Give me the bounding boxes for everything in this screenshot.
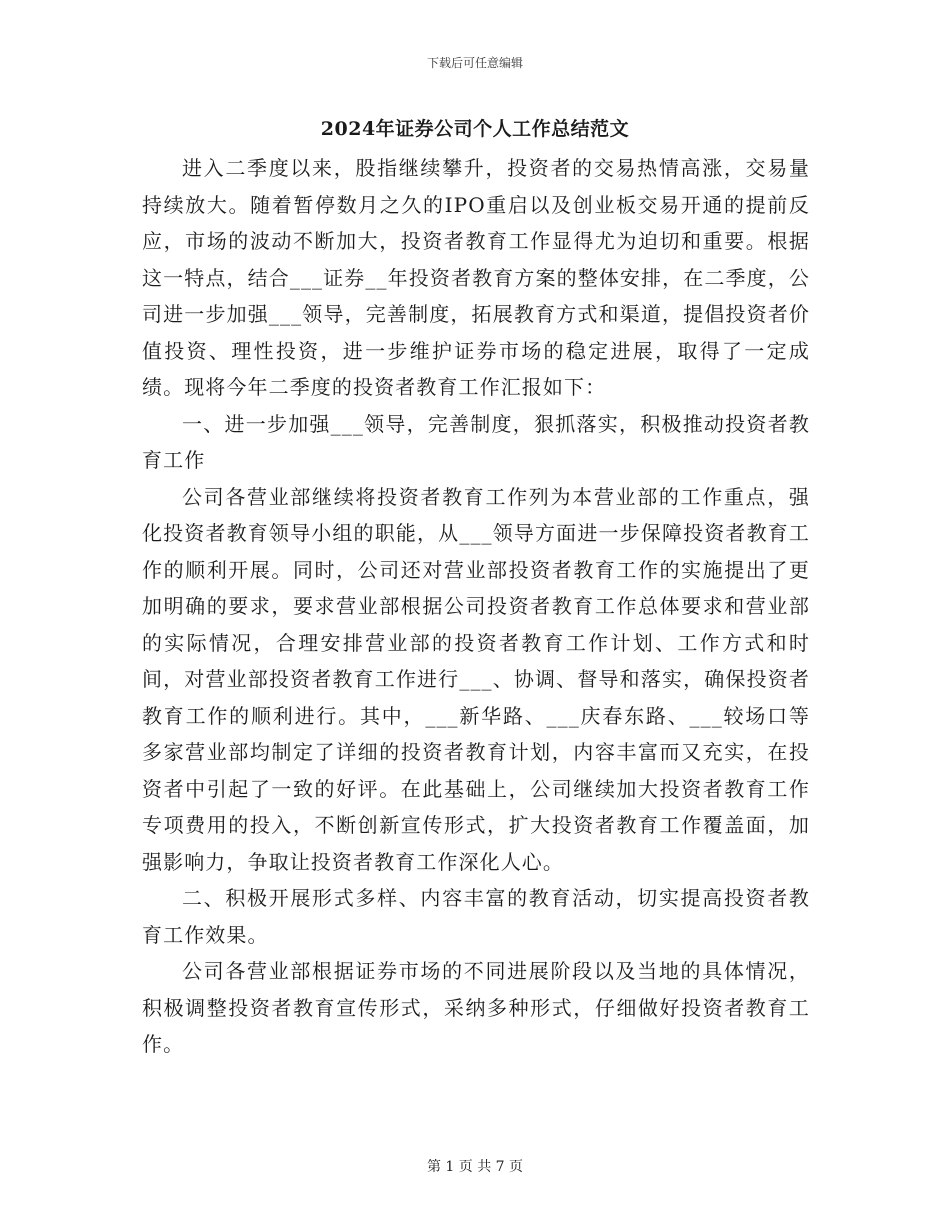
page-header-note: 下载后可任意编辑 [426,56,523,70]
document-title: 2024年证券公司个人工作总结范文 [320,118,630,140]
section-heading-2: 二、积极开展形式多样、内容丰富的教育活动，切实提高投资者教育工作效果。 [142,886,810,947]
page-number: 第 1 页 共 7 页 [426,1159,524,1175]
document-body [142,150,810,1063]
paragraph-intro: 进入二季度以来，股指继续攀升，投资者的交易热情高涨，交易量持续放大。随着暂停数月之久的IPO重启以及创业板交易开通的提前反应，市场的波动不断加大，投资者教育工作显得尤为迫切和重要。根据这一特点，结合___证券__年投资者教育方案的整体安排，在二季度，公司进一步加强___领导，完善制度，拓展教育方式和渠道，提倡投资者价值投资、理性投资，进一步维护证券市场的稳定进展，取得了一定成绩。现将今年二季度的投资者教育工作汇报如下： [142,156,810,399]
paragraph-section-2: 公司各营业部根据证券市场的不同进展阶段以及当地的具体情况，积极调整投资者教育宣传形式，采纳多种形式，仔细做好投资者教育工作。 [142,959,810,1056]
section-heading-1: 一、进一步加强___领导，完善制度，狠抓落实，积极推动投资者教育工作 [142,411,810,472]
paragraph-section-1: 公司各营业部继续将投资者教育工作列为本营业部的工作重点，强化投资者教育领导小组的职能，从___领导方面进一步保障投资者教育工作的顺利开展。同时，公司还对营业部投资者教育工作的实施提出了更加明确的要求，要求营业部根据公司投资者教育工作总体要求和营业部的实际情况，合理安排营业部的投资者教育工作计划、工作方式和时间，对营业部投资者教育工作进行___、协调、督导和落实，确保投资者教育工作的顺利进行。其中，___新华路、___庆春东路、___较场口等多家营业部均制定了详细的投资者教育计划，内容丰富而又充实，在投资者中引起了一致的好评。在此基础上，公司继续加大投资者教育工作专项费用的投入，不断创新宣传形式，扩大投资者教育工作覆盖面，加强影响力，争取让投资者教育工作深化人心。 [142,484,810,874]
